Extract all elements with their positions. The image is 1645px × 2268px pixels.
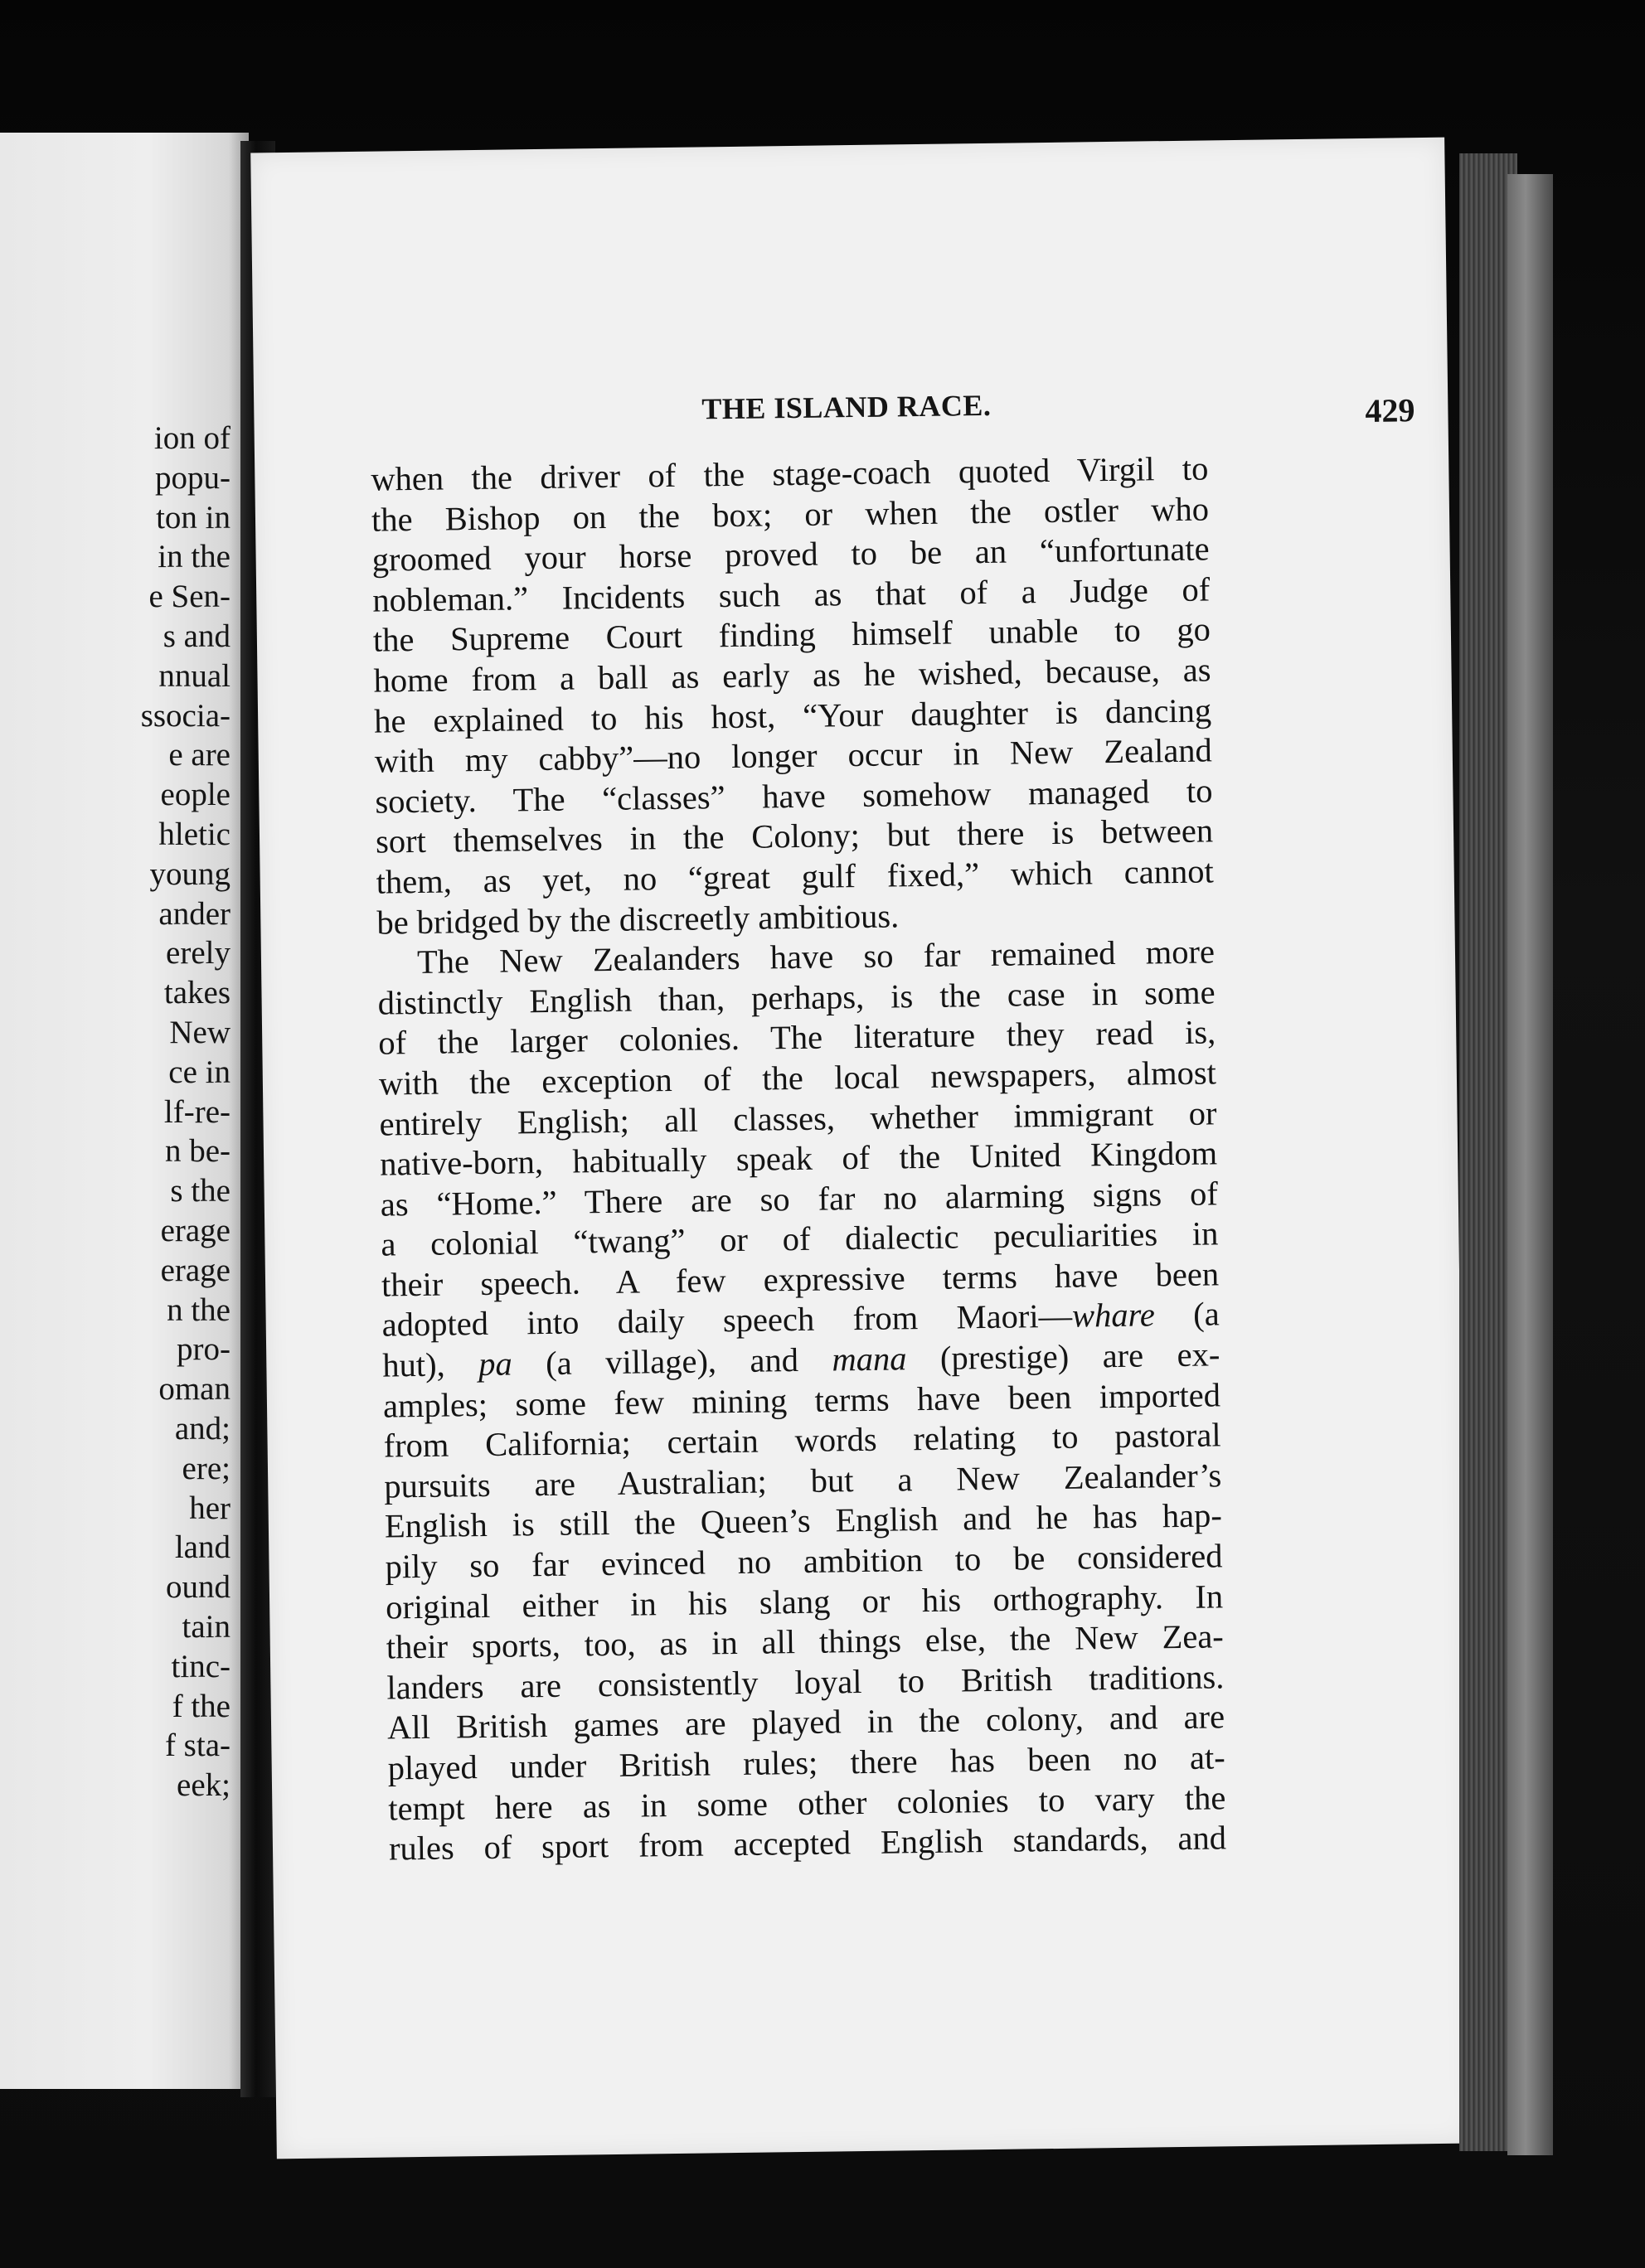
left-fragment: in the bbox=[158, 539, 230, 575]
left-fragment: her bbox=[189, 1490, 230, 1526]
page-number: 429 bbox=[1365, 391, 1415, 429]
text-line: sort themselves in the Colony; but there is between bbox=[375, 812, 1214, 860]
text-line: as “Home.” There are so far no alarming signs of bbox=[380, 1175, 1219, 1224]
left-fragment: oman bbox=[158, 1371, 230, 1408]
text-line: amples; some few mining terms have been imported bbox=[382, 1376, 1221, 1425]
text-line: pily so far evinced no ambition to be considered bbox=[385, 1537, 1223, 1586]
left-fragment: hletic bbox=[158, 816, 230, 852]
left-fragment: eek; bbox=[177, 1767, 230, 1804]
text-line: a colonial “twang” or of dialectic peculiarities in bbox=[381, 1214, 1219, 1263]
text-line: tempt here as in some other colonies to vary the bbox=[388, 1778, 1226, 1828]
left-fragment: ce in bbox=[168, 1054, 230, 1090]
left-fragment: ander bbox=[158, 895, 230, 932]
book-cover-edge bbox=[1507, 174, 1553, 2155]
text-line: original either in his slang or his orthography. In bbox=[385, 1577, 1224, 1626]
text-line: with my cabby”—no longer occur in New Zealand bbox=[374, 731, 1213, 780]
left-fragment: erage bbox=[160, 1212, 230, 1248]
text-line: he explained to his host, “Your daughter is dancing bbox=[373, 691, 1212, 740]
left-fragment: ere; bbox=[182, 1450, 230, 1486]
text-line: played under British rules; there has been no at- bbox=[387, 1738, 1225, 1787]
left-fragment: and; bbox=[174, 1410, 230, 1447]
text-segment: hut), bbox=[382, 1345, 479, 1384]
italic-term-pa: pa bbox=[478, 1345, 513, 1384]
text-line: distinctly English than, perhaps, is the case in some bbox=[377, 973, 1216, 1022]
text-line: with the exception of the local newspapers, almost bbox=[378, 1054, 1217, 1102]
text-line: native-born, habitually speak of the United Kingdom bbox=[379, 1134, 1218, 1183]
text-line: the Supreme Court finding himself unable to go bbox=[372, 610, 1211, 660]
left-fragment: ound bbox=[166, 1569, 230, 1606]
page-header bbox=[420, 382, 1415, 429]
text-line: pursuits are Australian; but a New Zealander’s bbox=[383, 1456, 1222, 1505]
left-fragment: ssocia- bbox=[140, 697, 230, 734]
text-line: society. The “classes” have somehow managed to bbox=[375, 772, 1213, 821]
text-line: rules of sport from accepted English standards, and bbox=[388, 1819, 1227, 1868]
left-fragment: e Sen- bbox=[148, 579, 230, 615]
left-fragment: ton in bbox=[156, 499, 230, 536]
left-fragment: young bbox=[149, 855, 230, 892]
left-page bbox=[0, 133, 249, 2089]
left-fragment: s the bbox=[170, 1173, 230, 1209]
text-line: their sports, too, as in all things else, the New Zea- bbox=[386, 1617, 1225, 1666]
text-line: them, as yet, no “great gulf fixed,” which cannot bbox=[376, 852, 1214, 901]
text-line: All British games are played in the colony, and are bbox=[386, 1698, 1225, 1747]
left-fragment: f sta- bbox=[164, 1728, 230, 1764]
text-line: English is still the Queen’s English and he has hap- bbox=[384, 1496, 1223, 1545]
left-fragment: lf-re- bbox=[163, 1093, 230, 1130]
left-fragment: New bbox=[169, 1014, 230, 1050]
body-text bbox=[371, 448, 1226, 1869]
text-line: nobleman.” Incidents such as that of a Judge of bbox=[372, 570, 1211, 619]
text-segment: (a village), and bbox=[512, 1340, 832, 1383]
text-line: entirely English; all classes, whether immigrant or bbox=[379, 1093, 1217, 1143]
left-page-text-fragments bbox=[141, 419, 230, 1805]
text-segment: (a bbox=[1154, 1295, 1220, 1334]
text-line: landers are consistently loyal to British traditions. bbox=[386, 1658, 1225, 1707]
italic-term-mana: mana bbox=[832, 1340, 907, 1379]
left-fragment: erely bbox=[166, 935, 230, 972]
left-fragment: popu- bbox=[155, 459, 230, 496]
left-fragment: nnual bbox=[158, 657, 230, 694]
text-line: from California; certain words relating to pastoral bbox=[383, 1416, 1221, 1465]
text-line: of the larger colonies. The literature they read is, bbox=[377, 1013, 1216, 1062]
text-line: their speech. A few expressive terms have been bbox=[381, 1255, 1220, 1304]
text-line: be bridged by the discreetly ambitious. bbox=[376, 896, 900, 942]
text-line: The New Zealanders have so far remained more bbox=[416, 933, 1216, 981]
left-fragment: e are bbox=[168, 737, 230, 773]
text-line: the Bishop on the box; or when the ostler who bbox=[371, 490, 1210, 539]
left-fragment: eople bbox=[160, 777, 230, 813]
left-fragment: land bbox=[174, 1529, 230, 1566]
left-fragment: f the bbox=[172, 1688, 230, 1724]
text-segment: (prestige) are ex- bbox=[906, 1335, 1220, 1378]
left-fragment: tinc- bbox=[171, 1648, 230, 1684]
left-fragment: tain bbox=[182, 1608, 230, 1645]
left-fragment: takes bbox=[163, 975, 230, 1011]
left-fragment: n be- bbox=[164, 1133, 230, 1170]
left-fragment: erage bbox=[160, 1252, 230, 1288]
italic-term-whare: whare bbox=[1071, 1296, 1156, 1335]
left-fragment: ion of bbox=[153, 420, 230, 456]
left-fragment: s and bbox=[163, 618, 230, 654]
left-fragment: n the bbox=[167, 1292, 230, 1328]
text-line: groomed your horse proved to be an “unfortunate bbox=[371, 530, 1210, 579]
left-fragment: pro- bbox=[177, 1331, 230, 1368]
running-title: THE ISLAND RACE. bbox=[701, 388, 992, 426]
text-segment: adopted into daily speech from Maori— bbox=[381, 1297, 1073, 1345]
right-page bbox=[250, 138, 1471, 2159]
text-line: when the driver of the stage-coach quoted Virgil to bbox=[371, 449, 1209, 498]
text-line: home from a ball as early as he wished, because, as bbox=[373, 651, 1211, 700]
